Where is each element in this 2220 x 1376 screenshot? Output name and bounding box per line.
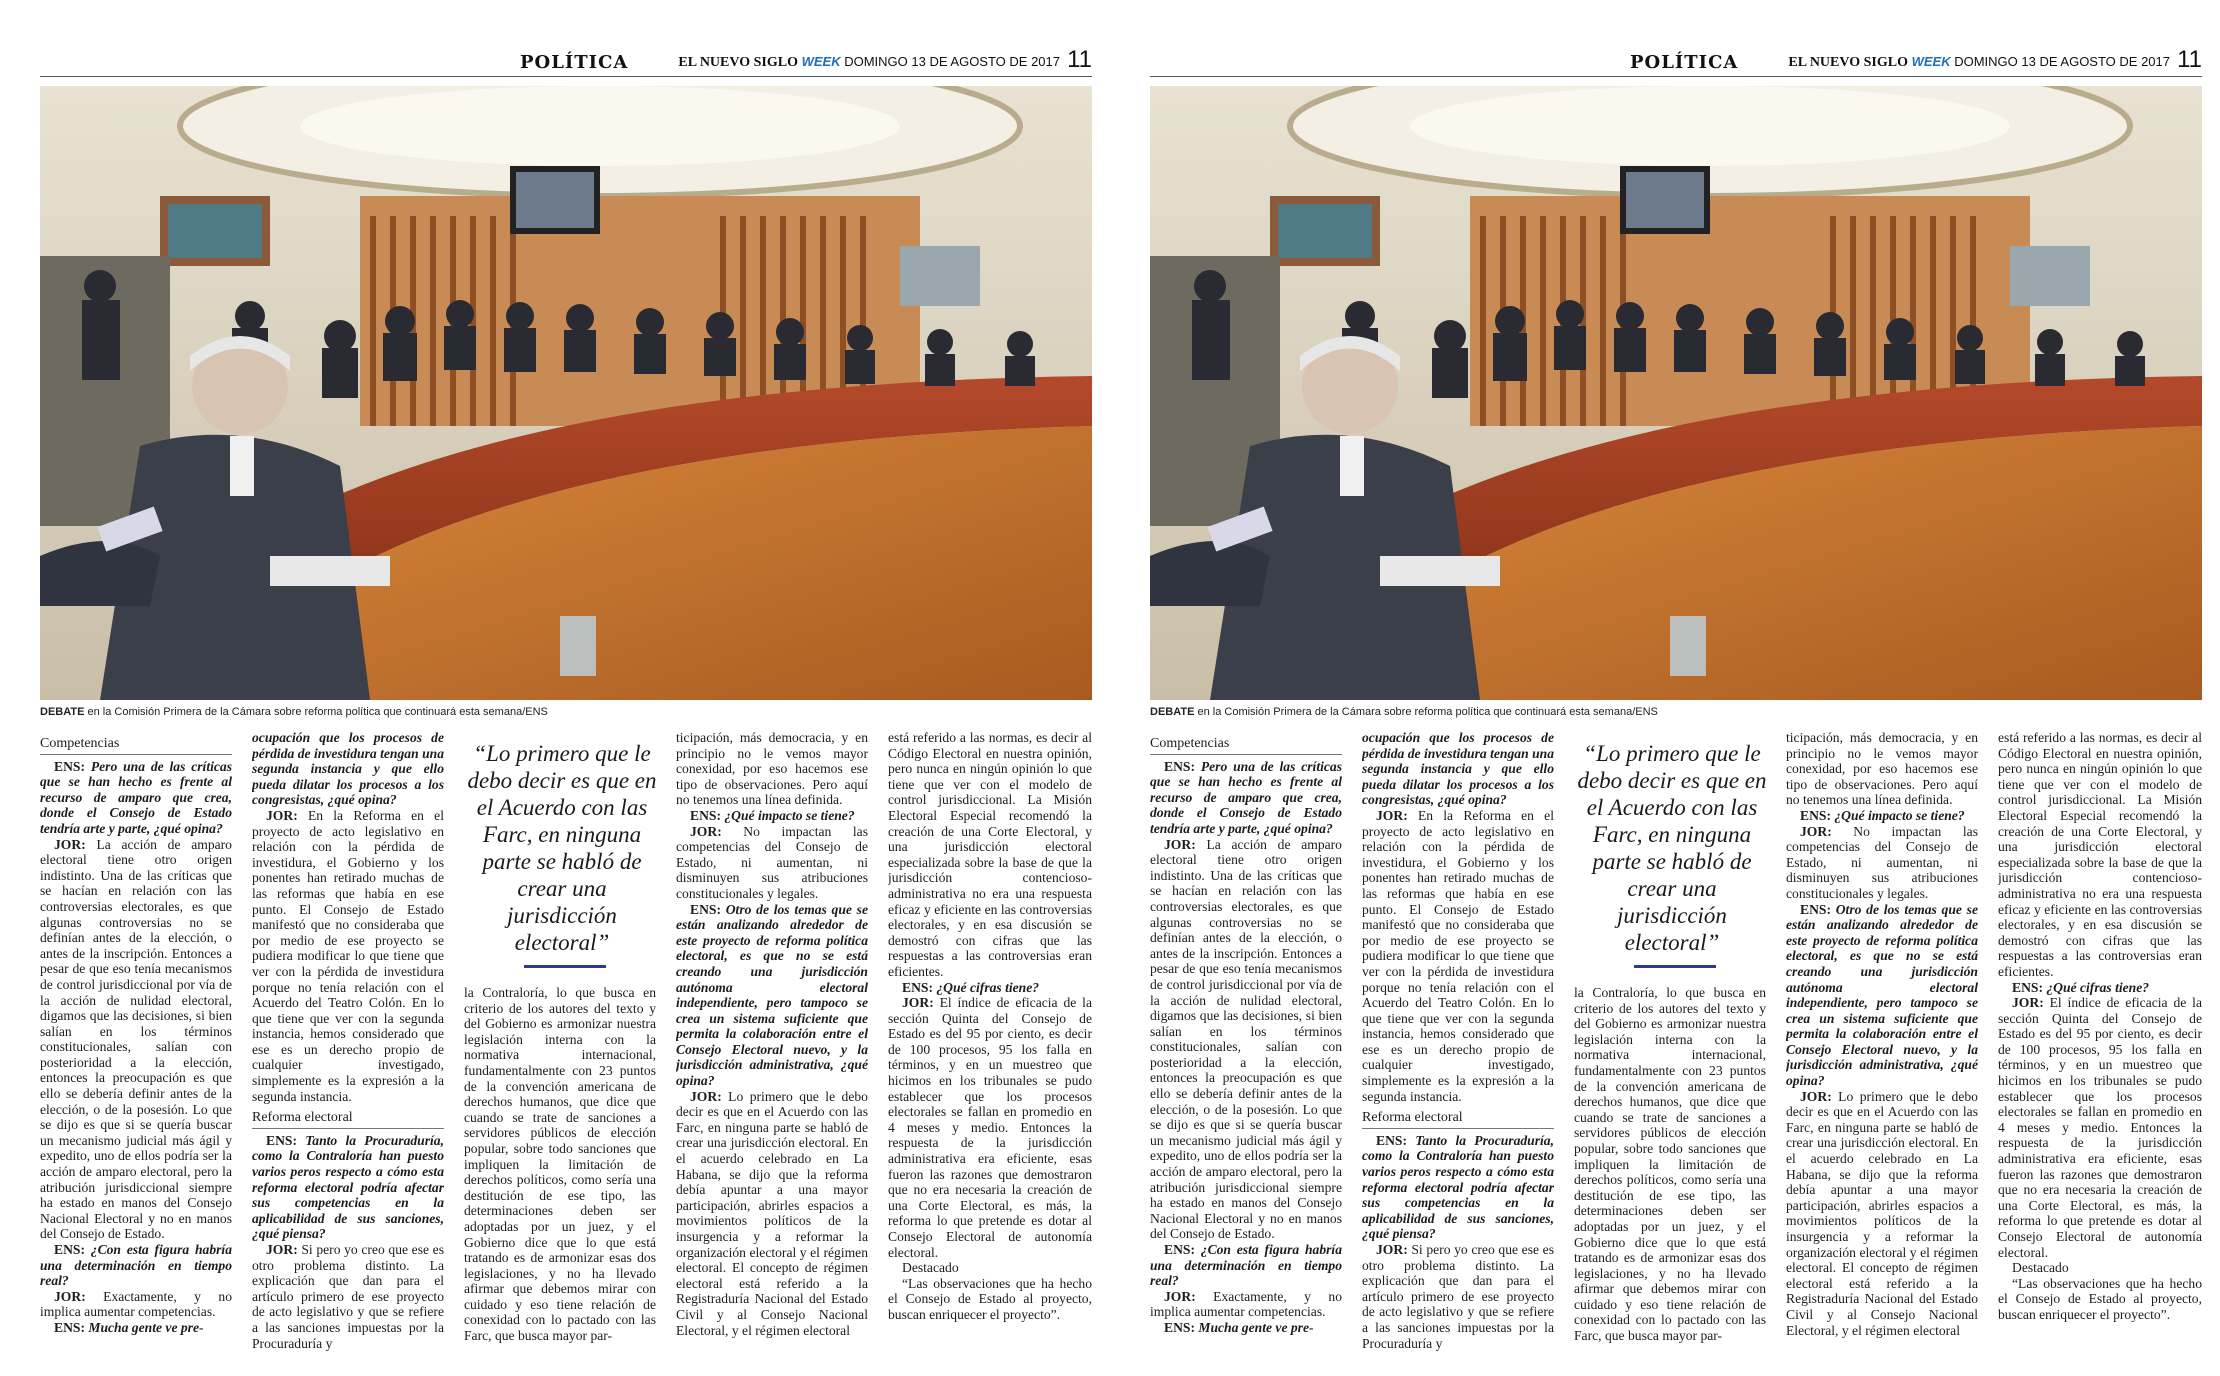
paragraph: JOR: No impactan las competencias del Consejo de Estado, ni aumentan, ni disminuyen sus atribuciones constitucionales y legales. (1786, 823, 1978, 901)
paragraph: JOR: Exactamente, y no implica aumentar competencias. (1150, 1288, 1342, 1320)
brand-week: WEEK (801, 54, 841, 69)
caption-credit: /ENS (522, 706, 548, 718)
paragraph: ocupación que los procesos de pérdida de investidura tengan una segunda instancia y que ello pueda dilatar los procesos a los congresistas, ¿qué opina? (1362, 730, 1554, 808)
brand-week: WEEK (1911, 54, 1951, 69)
column-1 (1150, 730, 1342, 1370)
paragraph: JOR: La acción de amparo electoral tiene otro origen indistinto. Una de las críticas que se hacían en relación con las controversias electorales, es que algunas controversias no se definían antes de la elección, o antes de la inscripción. Entonces a pesar de que eso tenía mecanismos de control jurisdiccional por vía de la acción de nulidad electoral, digamos que las decisiones, si bien salían en los términos constitucionales, salían con posterioridad a la elección, entonces la preocupación es que ello se debería definir antes de la elección, o de la posesión. Lo que se dijo es que si se quería buscar un mecanismo judicial más ágil y expedito, uno de ellos podría ser la acción de amparo electoral, pero la atribución jurisdiccional siempre ha estado en manos del Consejo Nacional Electoral y no en manos del Consejo de Estado. (1150, 836, 1342, 1242)
paragraph: ENS: Mucha gente ve pre- (54, 1319, 204, 1335)
paragraph: ENS: ¿Qué impacto se tiene? (690, 807, 855, 823)
paragraph: ENS: Pero una de las críticas que se han hecho es frente al recurso de amparo que crea, donde el Consejo de Estado tendría arte y parte, ¿qué opina? (40, 758, 232, 836)
chamber-illustration (1150, 86, 2202, 700)
section-title: POLÍTICA (520, 52, 629, 73)
paragraph: JOR: Si pero yo creo que ese es otro problema distinto. La explicación que dan para el artículo primero de ese proyecto de acto legislativo y que se refiere a las sanciones impuestas por la Procuraduría y (1362, 1242, 1554, 1351)
paragraph: está referido a las normas, es decir al Código Electoral en nuestra opinión, pero nunca en ningún opinión lo que tiene que ver con el modelo de control jurisdiccional. La Misión Electoral Especial recomendó la creación de una Corte Electoral, y una jurisdicción electoral especializada sobre la base de que la jurisdicción contencioso-administrativa no era una respuesta eficaz y eficiente en las controversias electorales, y en esa discusión se demostró con cifras que las respuestas a las controversias eran eficientes. (1998, 730, 2202, 979)
paragraph: ticipación, más democracia, y en principio no le vemos mayor conexidad, por eso hacemos ese tipo de observaciones. Pero aquí no tenemos una línea definida. (1786, 730, 1978, 808)
paragraph: ENS: Pero una de las críticas que se han hecho es frente al recurso de amparo que crea, donde el Consejo de Estado tendría arte y parte, ¿qué opina? (1150, 758, 1342, 836)
photo-caption (40, 706, 1092, 718)
column-4 (676, 730, 868, 1370)
caption-lead: DEBATE (40, 706, 85, 718)
paragraph: ENS: ¿Qué cifras tiene? (902, 979, 1040, 995)
page-header (1150, 46, 2202, 77)
subhead-reforma: Reforma electoral (252, 1110, 444, 1129)
page-number: 11 (2177, 46, 2202, 73)
subhead-competencias: Competencias (40, 736, 232, 755)
paragraph: ENS: ¿Con esta figura habría una determinación en tiempo real? (40, 1242, 232, 1289)
paragraph: JOR: En la Reforma en el proyecto de acto legislativo en relación con la pérdida de investidura, el Gobierno y los ponentes han retirado muchas de las reformas que había en ese punto. El Consejo de Estado manifestó que no consideraba que por medio de ese proyecto se pudiera modificar lo que tiene que ver con la pérdida de investidura porque no tenía relación con el Acuerdo del Teatro Colón. En lo que tiene que ver con la segunda instancia, hemos considerado que ese es un derecho propio de cualquier investigado, simplemente es la expresión a la segunda instancia. (1362, 807, 1554, 1104)
paragraph: está referido a las normas, es decir al Código Electoral en nuestra opinión, pero nunca en ningún opinión lo que tiene que ver con el modelo de control jurisdiccional. La Misión Electoral Especial recomendó la creación de una Corte Electoral, y una jurisdicción electoral especializada sobre la base de que la jurisdicción contencioso-administrativa no era una respuesta eficaz y eficiente en las controversias electorales, y en esa discusión se demostró con cifras que las respuestas a las controversias eran eficientes. (888, 730, 1092, 979)
paragraph: ENS: Otro de los temas que se están analizando alrededor de este proyecto de reforma política electoral, es que no se está creando una jurisdicción autónoma electoral independiente, pero tampoco se crea un sistema suficiente que permita la colaboración entre el Consejo Electoral nuevo, y la jurisdicción administrativa, ¿qué opina? (1786, 901, 1978, 1089)
page-number: 11 (1067, 46, 1092, 73)
column-5 (888, 730, 1092, 1370)
photo-caption (1150, 706, 2202, 718)
paragraph: Destacado (902, 1260, 959, 1276)
paragraph: JOR: En la Reforma en el proyecto de acto legislativo en relación con la pérdida de investidura, el Gobierno y los ponentes han retirado muchas de las reformas que había en ese punto. El Consejo de Estado manifestó que no consideraba que por medio de ese proyecto se pudiera modificar lo que tiene que ver con la pérdida de investidura porque no tenía relación con el Acuerdo del Teatro Colón. En lo que tiene que ver con la segunda instancia, hemos considerado que ese es un derecho propio de cualquier investigado, simplemente es la expresión a la segunda instancia. (252, 807, 444, 1104)
column-3 (1574, 985, 1766, 1370)
chamber-illustration (40, 86, 1092, 700)
paragraph: JOR: No impactan las competencias del Consejo de Estado, ni aumentan, ni disminuyen sus atribuciones constitucionales y legales. (676, 823, 868, 901)
paragraph: “Las observaciones que ha hecho el Consejo de Estado al proyecto, buscan enriquecer el proyecto”. (888, 1275, 1092, 1322)
brand-name: EL NUEVO SIGLO (678, 55, 798, 70)
brand-name: EL NUEVO SIGLO (1788, 55, 1908, 70)
paragraph: JOR: Lo primero que le debo decir es que en el Acuerdo con las Farc, en ninguna parte se habló de crear una jurisdicción electoral. En el acuerdo celebrado en La Habana, se dijo que la reforma debía apuntar a una mayor participación, abrirles espacios a movimientos políticos de la insurgencia y a reformar la organización electoral y el régimen electoral. El concepto de régimen electoral está referido a la Registraduría Nacional del Estado Civil y al Consejo Nacional Electoral, y el régimen electoral (676, 1088, 868, 1338)
masthead (678, 54, 1060, 71)
caption-credit: /ENS (1632, 706, 1658, 718)
issue-date: DOMINGO 13 DE AGOSTO DE 2017 (844, 54, 1060, 69)
newspaper-page-left (0, 0, 1100, 1376)
paragraph: ENS: Tanto la Procuraduría, como la Contraloría han puesto varios peros respecto a cómo esta reforma electoral podría afectar sus competencias en la aplicabilidad de sus sanciones, ¿qué piensa? (252, 1132, 444, 1242)
debate-photo (40, 86, 1092, 700)
paragraph: ENS: Tanto la Procuraduría, como la Contraloría han puesto varios peros respecto a cómo esta reforma electoral podría afectar sus competencias en la aplicabilidad de sus sanciones, ¿qué piensa? (1362, 1132, 1554, 1242)
paragraph: ENS: ¿Con esta figura habría una determinación en tiempo real? (1150, 1242, 1342, 1289)
paragraph: ticipación, más democracia, y en principio no le vemos mayor conexidad, por eso hacemos ese tipo de observaciones. Pero aquí no tenemos una línea definida. (676, 730, 868, 808)
paragraph: JOR: Exactamente, y no implica aumentar competencias. (40, 1288, 232, 1320)
paragraph: la Contraloría, lo que busca en criterio de los autores del texto y del Gobierno es armonizar nuestra legislación interna con la normativa internacional, fundamentalmente con 23 puntos de la convención americana de derechos humanos, que dice que cuando se trate de sanciones a servidores públicos de elección popular, sobre todo sanciones que impliquen la limitación de derechos políticos, como sería una destitución de ese tipo, las determinaciones deben ser adoptadas por un juez, y el Gobierno dice que lo que está tratando es de armonizar esas dos legislaciones, y no ha llevado afirmar que debemos mirar con cuidado y eso tiene relación de conexidad con lo pactado con las Farc, que busca mayor par- (1574, 985, 1766, 1344)
column-1 (40, 730, 232, 1370)
column-5 (1998, 730, 2202, 1370)
pull-quote-rule (524, 965, 606, 968)
paragraph: ENS: Mucha gente ve pre- (1164, 1319, 1314, 1335)
newspaper-page-right (1110, 0, 2210, 1376)
paragraph: JOR: La acción de amparo electoral tiene otro origen indistinto. Una de las críticas que se hacían en relación con las controversias electorales, es que algunas controversias no se definían antes de la elección, o antes de la inscripción. Entonces a pesar de que eso tenía mecanismos de control jurisdiccional por vía de la acción de nulidad electoral, digamos que las decisiones, si bien salían en los términos constitucionales, salían con posterioridad a la elección, entonces la preocupación es que ello se debería definir antes de la elección, o de la posesión. Lo que se dijo es que si se quería buscar un mecanismo judicial más ágil y expedito, uno de ellos podría ser la acción de amparo electoral, pero la atribución jurisdiccional siempre ha estado en manos del Consejo Nacional Electoral y no en manos del Consejo de Estado. (40, 836, 232, 1242)
column-2 (1362, 730, 1554, 1370)
masthead (1788, 54, 2170, 71)
pull-quote: “Lo primero que le debo decir es que en el Acuerdo con las Farc, en ninguna parte se habló de crear una jurisdicción electoral” (1577, 741, 1767, 955)
caption-lead: DEBATE (1150, 706, 1195, 718)
paragraph: Destacado (2012, 1260, 2069, 1276)
pull-quote-rule (1634, 965, 1716, 968)
paragraph: la Contraloría, lo que busca en criterio de los autores del texto y del Gobierno es armonizar nuestra legislación interna con la normativa internacional, fundamentalmente con 23 puntos de la convención americana de derechos humanos, que dice que cuando se trate de sanciones a servidores públicos de elección popular, sobre todo sanciones que impliquen la limitación de derechos políticos, como sería una destitución de ese tipo, las determinaciones deben ser adoptadas por un juez, y el Gobierno dice que lo que está tratando es de armonizar esas dos legislaciones, y no ha llevado afirmar que debemos mirar con cuidado y eso tiene relación de conexidad con lo pactado con las Farc, que busca mayor par- (464, 985, 656, 1344)
paragraph: JOR: El índice de eficacia de la sección Quinta del Consejo de Estado es del 95 por ciento, es decir de 100 procesos, 95 los falla en términos, y en un muestreo que hicimos en los tribunales se pudo establecer que los procesos electorales se fallan en promedio en 4 meses y medio. Entonces la respuesta de la jurisdicción administrativa era eficiente, esas fueron las razones que demostraron que no era necesaria la creación de una Corte Electoral, es más, la reforma lo que pretende es dotar al Consejo Electoral de autonomía electoral. (888, 995, 1092, 1260)
pull-quote: “Lo primero que le debo decir es que en el Acuerdo con las Farc, en ninguna parte se habló de crear una jurisdicción electoral” (467, 741, 657, 955)
paragraph: ENS: Otro de los temas que se están analizando alrededor de este proyecto de reforma política electoral, es que no se está creando una jurisdicción autónoma electoral independiente, pero tampoco se crea un sistema suficiente que permita la colaboración entre el Consejo Electoral nuevo, y la jurisdicción administrativa, ¿qué opina? (676, 901, 868, 1089)
caption-text: en la Comisión Primera de la Cámara sobre reforma política que continuará esta semana (84, 706, 523, 718)
subhead-reforma: Reforma electoral (1362, 1110, 1554, 1129)
paragraph: ocupación que los procesos de pérdida de investidura tengan una segunda instancia y que ello pueda dilatar los procesos a los congresistas, ¿qué opina? (252, 730, 444, 808)
debate-photo (1150, 86, 2202, 700)
column-3 (464, 985, 656, 1370)
subhead-competencias: Competencias (1150, 736, 1342, 755)
paragraph: JOR: El índice de eficacia de la sección Quinta del Consejo de Estado es del 95 por ciento, es decir de 100 procesos, 95 los falla en términos, y en un muestreo que hicimos en los tribunales se pudo establecer que los procesos electorales se fallan en promedio en 4 meses y medio. Entonces la respuesta de la jurisdicción administrativa era eficiente, esas fueron las razones que demostraron que no era necesaria la creación de una Corte Electoral, es más, la reforma lo que pretende es dotar al Consejo Electoral de autonomía electoral. (1998, 995, 2202, 1260)
paragraph: JOR: Lo primero que le debo decir es que en el Acuerdo con las Farc, en ninguna parte se habló de crear una jurisdicción electoral. En el acuerdo celebrado en La Habana, se dijo que la reforma debía apuntar a una mayor participación, abrirles espacios a movimientos políticos de la insurgencia y a reformar la organización electoral y el régimen electoral. El concepto de régimen electoral está referido a la Registraduría Nacional del Estado Civil y al Consejo Nacional Electoral, y el régimen electoral (1786, 1088, 1978, 1338)
issue-date: DOMINGO 13 DE AGOSTO DE 2017 (1954, 54, 2170, 69)
column-2 (252, 730, 444, 1370)
paragraph: ENS: ¿Qué impacto se tiene? (1800, 807, 1965, 823)
paragraph: “Las observaciones que ha hecho el Consejo de Estado al proyecto, buscan enriquecer el proyecto”. (1998, 1275, 2202, 1322)
section-title: POLÍTICA (1630, 52, 1739, 73)
column-4 (1786, 730, 1978, 1370)
paragraph: ENS: ¿Qué cifras tiene? (2012, 979, 2150, 995)
page-header (40, 46, 1092, 77)
caption-text: en la Comisión Primera de la Cámara sobre reforma política que continuará esta semana (1194, 706, 1633, 718)
paragraph: JOR: Si pero yo creo que ese es otro problema distinto. La explicación que dan para el artículo primero de ese proyecto de acto legislativo y que se refiere a las sanciones impuestas por la Procuraduría y (252, 1242, 444, 1351)
